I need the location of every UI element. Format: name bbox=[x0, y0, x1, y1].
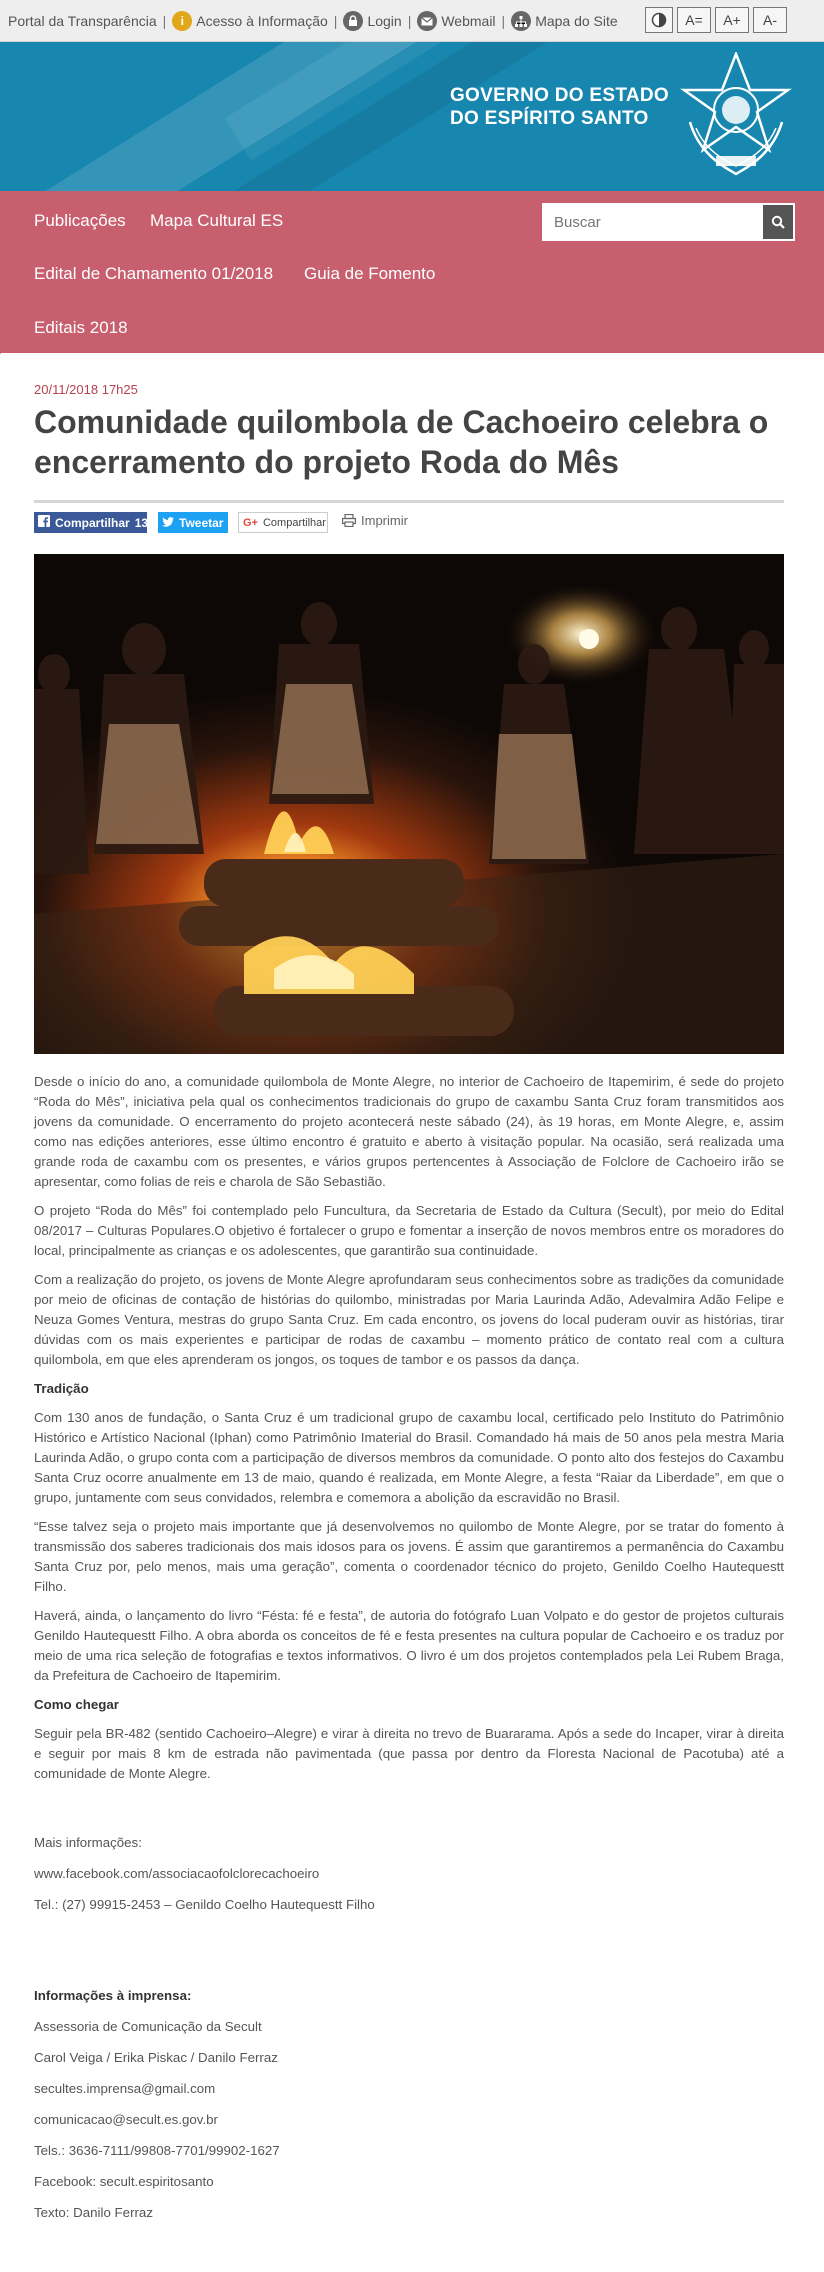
imprensa-line: Facebook: secult.espiritosanto bbox=[34, 2174, 214, 2189]
government-title-line1: GOVERNO DO ESTADO bbox=[449, 85, 669, 106]
mais-informacoes-label: Mais informações: bbox=[34, 1835, 142, 1850]
google-share-button[interactable] bbox=[238, 512, 328, 533]
spacer bbox=[34, 1793, 784, 1833]
caxambu-bonfire-photo bbox=[34, 554, 784, 1054]
accessibility-buttons bbox=[645, 7, 787, 33]
government-title[interactable] bbox=[450, 84, 669, 130]
imprensa-line: Texto: Danilo Ferraz bbox=[34, 2205, 153, 2220]
imprensa-line: Tels.: 3636-7111/99808-7701/99902-1627 bbox=[34, 2143, 280, 2158]
info-icon: i bbox=[172, 11, 192, 31]
imprensa-heading: Informações à imprensa: bbox=[34, 1988, 192, 2003]
acesso-informacao-link[interactable] bbox=[172, 11, 328, 31]
page-title: Comunidade quilombola de Cachoeiro celebra o encerramento do projeto Roda do Mês bbox=[34, 404, 769, 480]
contrast-button[interactable] bbox=[645, 7, 673, 33]
contrast-icon bbox=[651, 12, 667, 28]
search-button[interactable] bbox=[763, 205, 793, 239]
font-normal-button[interactable]: A= bbox=[677, 7, 711, 33]
webmail-link[interactable] bbox=[417, 11, 495, 31]
section-heading-tradicao: Tradição bbox=[34, 1381, 89, 1396]
twitter-icon bbox=[162, 516, 174, 530]
search-box bbox=[542, 203, 795, 241]
imprensa-line: Carol Veiga / Erika Piskac / Danilo Ferraz bbox=[34, 2050, 278, 2065]
login-label: Login bbox=[367, 13, 402, 29]
nav-item-editais-2018[interactable]: Editais 2018 bbox=[34, 318, 128, 337]
font-decrease-button[interactable]: A- bbox=[753, 7, 787, 33]
top-utility-bar bbox=[0, 0, 824, 42]
spacer bbox=[34, 1926, 784, 1986]
nav-item-mapa-cultural[interactable]: Mapa Cultural ES bbox=[150, 211, 284, 230]
acesso-informacao-label: Acesso à Informação bbox=[196, 13, 328, 29]
article-paragraph: “Esse talvez seja o projeto mais importante que já desenvolvemos no quilombo de Monte Alegre, por se tratar do fomento à transmissão dos saberes tradicionais dos mais idosos para os jovens. É assim que garantiremos a permanência do Caxambu Santa Cruz por, pelo menos, mais uma geração”, comenta o coordenador técnico do projeto, Genildo Coelho Hautequestt Filho. bbox=[34, 1519, 784, 1594]
site-header bbox=[0, 42, 824, 191]
print-label: Imprimir bbox=[361, 513, 408, 528]
facebook-share-count: 13 bbox=[134, 515, 149, 530]
twitter-share-label: Tweetar bbox=[179, 515, 224, 530]
mail-icon bbox=[417, 11, 437, 31]
print-button[interactable] bbox=[342, 513, 408, 528]
imprensa-email[interactable]: comunicacao@secult.es.gov.br bbox=[34, 2112, 218, 2127]
printer-icon bbox=[342, 514, 356, 527]
article-date: 20/11/2018 17h25 bbox=[34, 382, 138, 397]
font-increase-button[interactable]: A+ bbox=[715, 7, 749, 33]
main-navigation bbox=[0, 191, 824, 353]
separator: | bbox=[407, 13, 412, 29]
article-paragraph: Seguir pela BR-482 (sentido Cachoeiro–Alegre) e virar à direita no trevo de Buararama. Após a sede do Incaper, virar à direita e seguir por mais 8 km de estrada não pavimentada (que passa por dentro da Floresta Nacional de Pacotuba) até a comunidade de Monte Alegre. bbox=[34, 1726, 784, 1781]
title-divider bbox=[34, 500, 784, 503]
article-paragraph: Haverá, ainda, o lançamento do livro “Fésta: fé e festa”, de autoria do fotógrafo Luan Volpato e do gestor de projetos culturais Genildo Hautequestt Filho. A obra aborda os conceitos de fé e festa presentes na cultura popular de Cachoeiro e os traduz por meio de uma rica seleção de fotografias e textos informativos. O livro é um dos projetos contemplados pela Lei Rubem Braga, da Prefeitura de Cachoeiro de Itapemirim. bbox=[34, 1608, 784, 1683]
mapa-site-link[interactable] bbox=[511, 11, 618, 31]
nav-item-publicacoes[interactable]: Publicações bbox=[34, 211, 126, 230]
article-body bbox=[34, 1072, 784, 2234]
login-link[interactable] bbox=[343, 11, 401, 31]
search-input[interactable] bbox=[544, 205, 763, 239]
article-paragraph: Com a realização do projeto, os jovens de Monte Alegre aprofundaram seus conhecimentos sobre as tradições da comunidade por meio de oficinas de contação de histórias do quilombo, ministradas por Maria Laurinda Adão, Adevalmira Adão Felipe e Neuza Gomes Ventura, mestras do grupo Santa Cruz. Em cada encontro, os jovens do local puderam ouvir as histórias, tirar dúvidas com os mais experientes e participar de rodas de caxambu – momento prático de contato real com a cultura quilombola, em que eles aprenderam os jongos, os toques de tambor e os passos da dança. bbox=[34, 1272, 784, 1367]
facebook-share-label: Compartilhar bbox=[55, 515, 130, 530]
twitter-share-button[interactable] bbox=[158, 512, 228, 533]
lock-icon bbox=[343, 11, 363, 31]
separator: | bbox=[333, 13, 338, 29]
mapa-site-label: Mapa do Site bbox=[535, 13, 618, 29]
article-paragraph: O projeto “Roda do Mês” foi contemplado pelo Funcultura, da Secretaria de Estado da Cultura (Secult), por meio do Edital 08/2017 – Culturas Populares.O objetivo é fortalecer o grupo e fomentar a inserção de novos membros entre os moradores do local, principalmente as crianças e os adolescentes, que garantirão sua continuidade. bbox=[34, 1203, 784, 1258]
webmail-label: Webmail bbox=[441, 13, 496, 29]
separator: | bbox=[162, 13, 167, 29]
government-title-line2: DO ESPÍRITO SANTO bbox=[449, 108, 649, 129]
article-paragraph: Desde o início do ano, a comunidade quilombola de Monte Alegre, no interior de Cachoeiro de Itapemirim, é sede do projeto “Roda do Mês”, iniciativa pela qual os conhecimentos tradicionais do grupo de caxambu Santa Cruz foram transmitidos aos jovens da comunidade. O encerramento do projeto acontecerá neste sábado (24), às 19 horas, em Monte Alegre, e, assim como nas edições anteriores, esse último encontro é gratuito e aberto à visitação popular. Na ocasião, será realizada uma grande roda de caxambu com os presentes, e vários grupos pertencentes à Associação de Folclore de Cachoeiro irão se apresentar, como folias de reis e charola de São Sebastião. bbox=[34, 1074, 784, 1189]
contact-phone: Tel.: (27) 99915-2453 – Genildo Coelho Hautequestt Filho bbox=[34, 1897, 375, 1912]
nav-notch bbox=[0, 344, 14, 354]
portal-transparencia-link[interactable]: Portal da Transparência bbox=[8, 13, 157, 29]
section-heading-como-chegar: Como chegar bbox=[34, 1697, 119, 1712]
nav-item-edital-chamamento[interactable]: Edital de Chamamento 01/2018 bbox=[34, 264, 274, 283]
sitemap-icon bbox=[511, 11, 531, 31]
coat-of-arms-icon[interactable] bbox=[680, 52, 792, 180]
google-plus-icon: G+ bbox=[243, 516, 258, 529]
facebook-icon bbox=[38, 515, 50, 530]
imprensa-line: Assessoria de Comunicação da Secult bbox=[34, 2019, 262, 2034]
search-icon bbox=[771, 215, 785, 229]
article-paragraph: Com 130 anos de fundação, o Santa Cruz é um tradicional grupo de caxambu local, certificado pelo Instituto do Patrimônio Histórico e Artístico Nacional (Iphan) como Patrimônio Imaterial do Brasil. Comandado há mais de 50 anos pela mestra Maria Laurinda Adão, o grupo conta com a participação de diversos membros da comunidade. O ponto alto dos festejos do Caxambu Santa Cruz ocorre anualmente em 13 de maio, quando é realizada, em Monte Alegre, a festa “Raiar da Liberdade”, em que o grupo, juntamente com seus convidados, relembra e comemora a abolição da escravidão no Brasil. bbox=[34, 1410, 784, 1505]
article-photo bbox=[34, 554, 784, 1054]
separator: | bbox=[501, 13, 506, 29]
facebook-link[interactable]: www.facebook.com/associacaofolclorecachoeiro bbox=[34, 1866, 320, 1881]
google-share-label: Compartilhar bbox=[262, 516, 326, 529]
imprensa-email[interactable]: secultes.imprensa@gmail.com bbox=[34, 2081, 216, 2096]
nav-item-guia-fomento[interactable]: Guia de Fomento bbox=[304, 264, 436, 283]
facebook-share-button[interactable] bbox=[34, 512, 147, 533]
